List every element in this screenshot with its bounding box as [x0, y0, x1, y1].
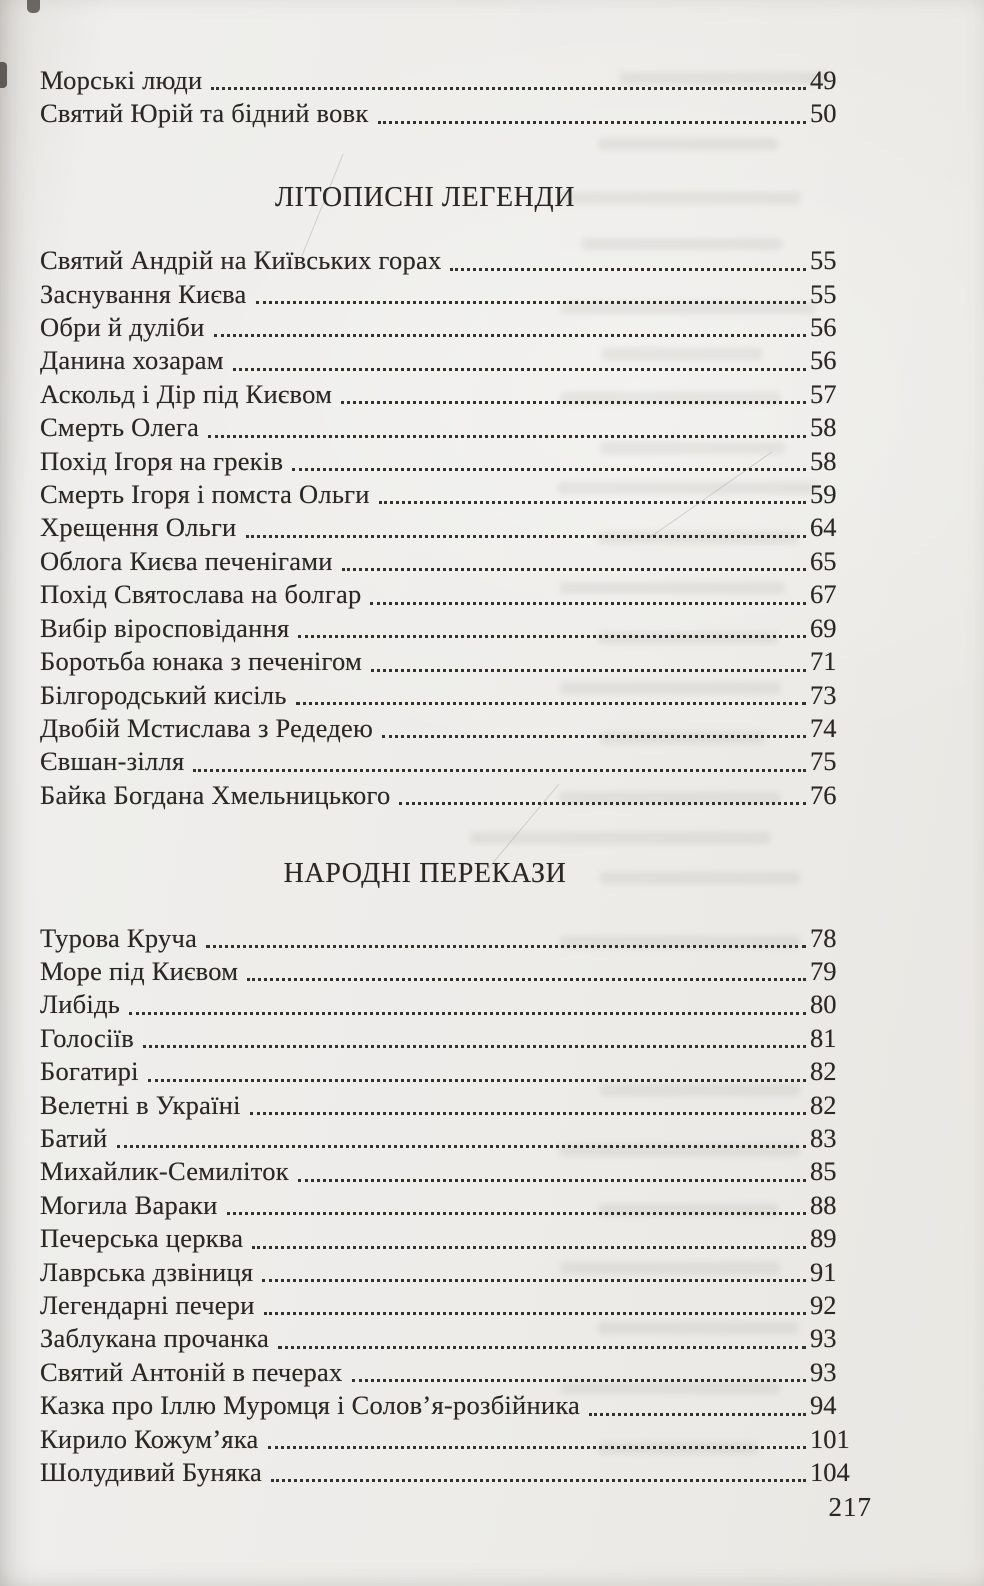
dotted-leader — [148, 1079, 806, 1082]
dotted-leader — [233, 368, 806, 371]
ink-mark — [27, 0, 40, 13]
section-entries-narodni — [40, 922, 862, 1490]
dotted-leader — [250, 1112, 806, 1115]
entry-title: Турова Круча — [40, 922, 198, 953]
entry-title: Печерська церква — [40, 1223, 244, 1254]
toc-entry — [40, 1155, 862, 1188]
entry-page-number: 67 — [810, 579, 837, 610]
intro-entries — [40, 64, 862, 131]
entry-title: Морські люди — [40, 65, 203, 95]
entry-title: Либідь — [40, 989, 121, 1020]
entry-page-number: 93 — [810, 1323, 837, 1354]
toc-entry — [40, 922, 862, 955]
toc-entry — [40, 679, 862, 712]
entry-page-number: 80 — [810, 989, 837, 1020]
toc-entry — [40, 1222, 862, 1255]
entry-title: Двобій Мстислава з Редедею — [40, 712, 374, 743]
dotted-leader — [256, 301, 807, 304]
entry-page-number: 56 — [810, 345, 837, 376]
dotted-leader — [278, 1346, 806, 1349]
entry-page-number: 76 — [810, 779, 837, 810]
entry-title: Богатирі — [40, 1056, 139, 1087]
entry-page-number: 73 — [810, 679, 837, 710]
toc-entry — [40, 478, 862, 511]
dotted-leader — [589, 1413, 806, 1416]
dotted-leader — [206, 945, 806, 948]
dotted-leader — [227, 1212, 806, 1215]
entry-title: Могила Вараки — [40, 1189, 218, 1220]
toc-entry — [40, 64, 862, 97]
table-of-contents — [40, 64, 862, 1489]
entry-page-number: 59 — [810, 479, 837, 510]
entry-page-number: 75 — [810, 746, 837, 777]
dotted-leader — [262, 1279, 806, 1282]
entry-page-number: 74 — [810, 712, 837, 743]
dotted-leader — [117, 1145, 807, 1148]
toc-entry — [40, 1356, 862, 1389]
entry-page-number: 71 — [810, 646, 837, 677]
toc-entry — [40, 1389, 862, 1422]
dotted-leader — [370, 602, 806, 605]
entry-title: Байка Богдана Хмельницького — [40, 779, 391, 810]
entry-page-number: 69 — [810, 612, 837, 643]
dotted-leader — [264, 1312, 806, 1315]
section-heading-litopysni-lehendy: ЛІТОПИСНІ ЛЕГЕНДИ — [274, 181, 576, 213]
entry-title: Облога Києва печенігами — [40, 545, 333, 576]
toc-entry — [40, 97, 862, 130]
entry-title: Велетні в Україні — [40, 1089, 241, 1120]
entry-title: Аскольд і Дір під Києвом — [40, 378, 333, 409]
section-heading-narodni-perekazy: НАРОДНІ ПЕРЕКАЗИ — [283, 858, 567, 890]
entry-page-number: 81 — [810, 1022, 837, 1053]
entry-page-number: 50 — [810, 98, 837, 129]
toc-entry — [40, 1189, 862, 1222]
dotted-leader — [298, 1179, 806, 1182]
entry-page-number: 92 — [810, 1290, 837, 1320]
dotted-leader — [271, 1479, 806, 1482]
entry-title: Шолудивий Буняка — [40, 1457, 263, 1488]
toc-entry — [40, 779, 862, 812]
entry-page-number: 49 — [810, 65, 837, 95]
entry-title: Море під Києвом — [40, 955, 239, 986]
toc-entry — [40, 578, 862, 611]
dotted-leader — [246, 535, 807, 538]
toc-entry — [40, 955, 862, 988]
entry-title: Заснування Києва — [40, 278, 247, 309]
entry-page-number: 58 — [810, 412, 837, 443]
entry-page-number: 89 — [810, 1223, 837, 1254]
entry-title: Білгородський кисіль — [40, 679, 287, 710]
entry-page-number: 94 — [810, 1390, 837, 1421]
entry-title: Похід Ігоря на греків — [40, 445, 284, 476]
entry-page-number: 55 — [810, 278, 837, 309]
toc-entry — [40, 745, 862, 778]
entry-page-number: 91 — [810, 1256, 837, 1287]
entry-page-number: 104 — [810, 1457, 850, 1488]
dotted-leader — [352, 1379, 806, 1382]
toc-entry — [40, 1022, 862, 1055]
toc-entry — [40, 378, 862, 411]
toc-entry — [40, 1055, 862, 1088]
toc-entry — [40, 1122, 862, 1155]
entry-title: Голосіїв — [40, 1022, 135, 1053]
entry-title: Святий Антоній в печерах — [40, 1356, 343, 1387]
entry-title: Святий Юрій та бідний вовк — [40, 98, 369, 129]
entry-page-number: 82 — [810, 1089, 837, 1120]
entry-page-number: 55 — [810, 245, 837, 276]
toc-entry — [40, 1456, 862, 1489]
entry-title: Батий — [40, 1122, 108, 1153]
dotted-leader — [193, 769, 806, 772]
dotted-leader — [382, 735, 806, 738]
entry-title: Похід Святослава на болгар — [40, 579, 362, 610]
dotted-leader — [247, 978, 806, 981]
entry-title: Смерть Ігоря і помста Ольги — [40, 479, 370, 510]
entry-page-number: 58 — [810, 445, 837, 476]
entry-page-number: 82 — [810, 1056, 837, 1087]
dotted-leader — [208, 435, 806, 438]
toc-entry — [40, 445, 862, 478]
entry-title: Смерть Олега — [40, 412, 200, 443]
toc-entry — [40, 645, 862, 678]
entry-title: Хрещення Ольги — [40, 512, 237, 543]
entry-page-number: 64 — [810, 512, 837, 543]
dotted-leader — [268, 1446, 806, 1449]
entry-title: Лаврська дзвіниця — [40, 1256, 254, 1287]
toc-entry — [40, 1256, 862, 1289]
toc-entry — [40, 278, 862, 311]
dotted-leader — [292, 468, 806, 471]
dotted-leader — [252, 1246, 806, 1249]
entry-title: Заблукана прочанка — [40, 1323, 270, 1354]
entry-page-number: 88 — [810, 1189, 837, 1220]
entry-title: Легендарні печери — [40, 1290, 255, 1320]
dotted-leader — [211, 87, 806, 90]
entry-page-number: 83 — [810, 1122, 837, 1153]
entry-page-number: 56 — [810, 312, 837, 343]
dotted-leader — [342, 568, 806, 571]
toc-entry — [40, 988, 862, 1021]
dotted-leader — [379, 501, 806, 504]
entry-title: Кирило Кожум’яка — [40, 1423, 259, 1454]
entry-page-number: 101 — [810, 1423, 850, 1454]
entry-page-number: 93 — [810, 1356, 837, 1387]
toc-entry — [40, 244, 862, 277]
entry-title: Данина хозарам — [40, 345, 224, 376]
entry-title: Казка про Іллю Муромця і Солов’я-розбійника — [40, 1390, 581, 1421]
toc-entry — [40, 712, 862, 745]
entry-title: Вибір віросповідання — [40, 612, 290, 643]
toc-entry — [40, 511, 862, 544]
dotted-leader — [143, 1045, 806, 1048]
section-entries-litopysni — [40, 244, 862, 812]
toc-entry — [40, 1289, 862, 1322]
toc-entry — [40, 411, 862, 444]
toc-entry — [40, 311, 862, 344]
entry-page-number: 85 — [810, 1156, 837, 1187]
toc-entry — [40, 344, 862, 377]
entry-page-number: 79 — [810, 955, 837, 986]
dotted-leader — [450, 268, 806, 271]
dotted-leader — [214, 334, 806, 337]
entry-page-number: 57 — [810, 378, 837, 409]
dotted-leader — [296, 702, 806, 705]
dotted-leader — [129, 1012, 806, 1015]
toc-entry — [40, 1423, 862, 1456]
entry-title: Боротьба юнака з печенігом — [40, 646, 362, 677]
toc-entry — [40, 545, 862, 578]
toc-entry — [40, 1089, 862, 1122]
dotted-leader — [371, 669, 806, 672]
dotted-leader — [298, 635, 806, 638]
page-number: 217 — [828, 1492, 872, 1522]
entry-title: Євшан-зілля — [40, 746, 185, 777]
toc-entry — [40, 612, 862, 645]
ink-mark — [0, 62, 7, 88]
entry-title: Михайлик-Семиліток — [40, 1156, 289, 1187]
dotted-leader — [378, 121, 806, 124]
toc-entry — [40, 1322, 862, 1355]
entry-page-number: 65 — [810, 545, 837, 576]
entry-title: Святий Андрій на Київських горах — [40, 245, 442, 276]
dotted-leader — [341, 401, 806, 404]
entry-page-number: 78 — [810, 922, 837, 953]
entry-title: Обри й дуліби — [40, 312, 205, 343]
dotted-leader — [399, 802, 806, 805]
